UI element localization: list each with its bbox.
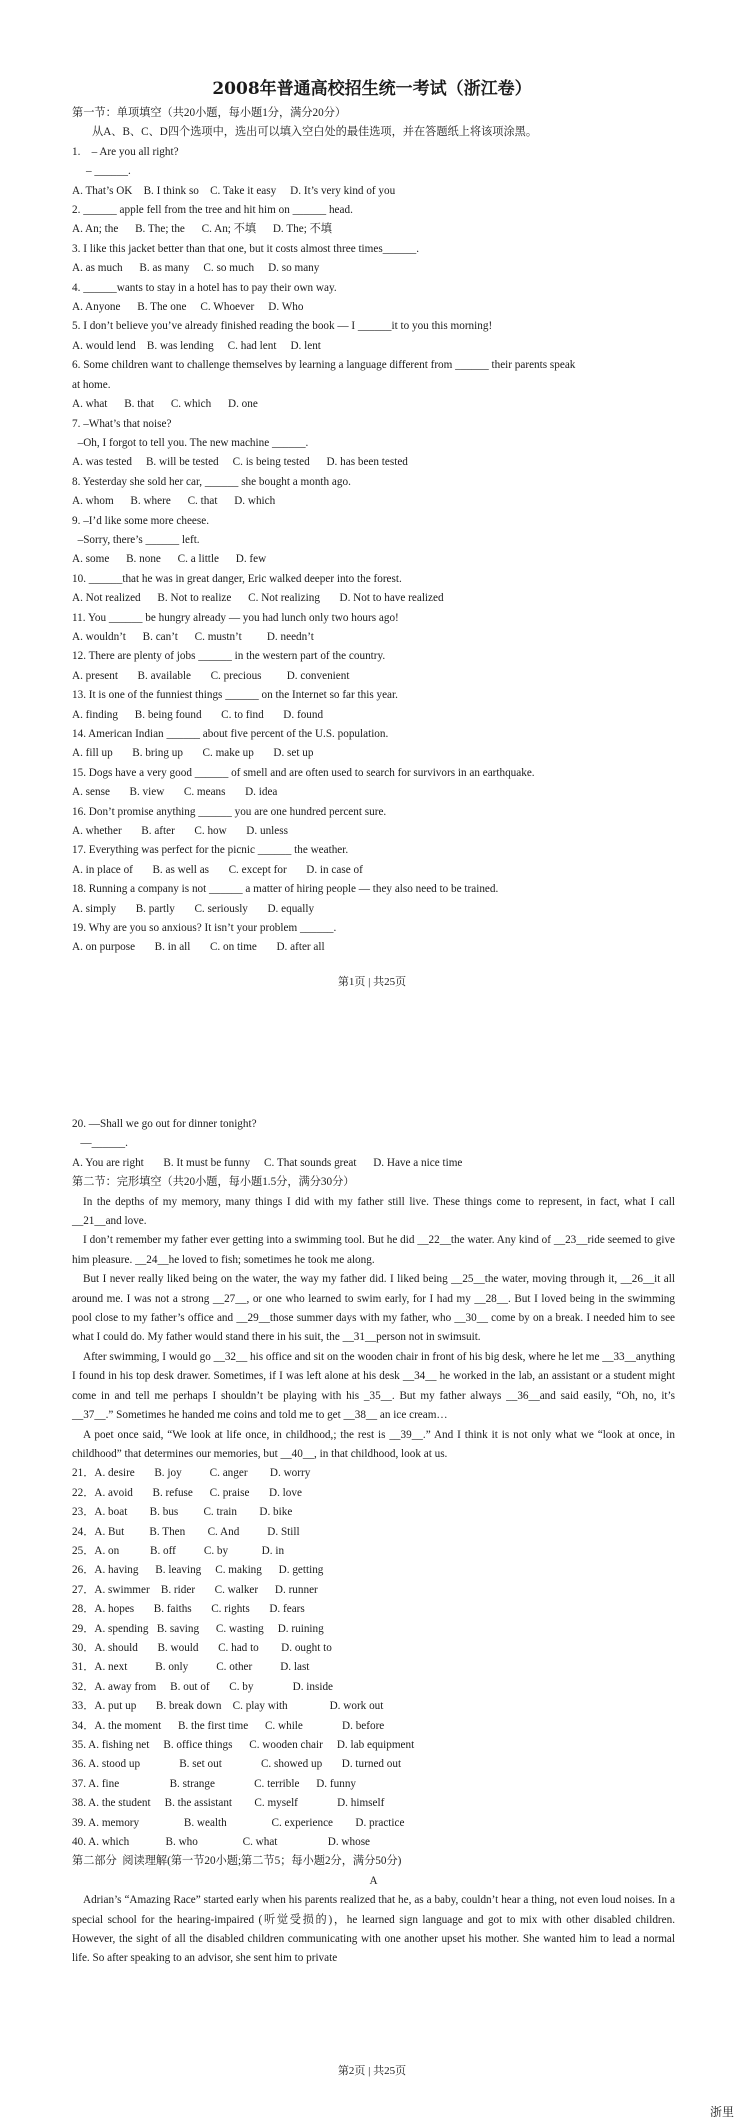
cloze-option-line: 23．A. boat B. bus C. train D. bike: [72, 1506, 293, 1519]
question-line: 13. It is one of the funniest things ______ on the Internet so far this year.: [72, 689, 398, 702]
question-line: A. fill up B. bring up C. make up D. set up: [72, 747, 314, 760]
question-line: 6. Some children want to challenge themselves by learning a language different from ______ their parents speak: [72, 359, 576, 372]
question-line: –Oh, I forgot to tell you. The new machine ______.: [72, 436, 309, 449]
cloze-option-line: 29．A. spending B. saving C. wasting D. ruining: [72, 1622, 324, 1635]
question-line: A. on purpose B. in all C. on time D. after all: [72, 941, 325, 954]
cloze-option-line: 21．A. desire B. joy C. anger D. worry: [72, 1467, 311, 1480]
cloze-option-line: 35. A. fishing net B. office things C. wooden chair D. lab equipment: [72, 1739, 415, 1751]
question-line: A. was tested B. will be tested C. is being tested D. has been tested: [72, 456, 408, 469]
question-line: A. simply B. partly C. seriously D. equally: [72, 902, 315, 915]
cloze-paragraph: In the depths of my memory, many things I did with my father still live. These things come to represent, in fact, what I call __21__and love.: [72, 1195, 675, 1228]
cloze-option-line: 32．A. away from B. out of C. by D. inside: [72, 1680, 334, 1693]
section-2-header: 第二节：完形填空（共20小题，每小题1.5分，满分30分）: [72, 1176, 355, 1189]
question-line: 11. You ______ be hungry already — you had lunch only two hours ago!: [72, 611, 399, 624]
page-1-content: [72, 104, 675, 958]
question-line: 17. Everything was perfect for the picnic ______ the weather.: [72, 844, 349, 857]
question-line: at home.: [72, 378, 111, 391]
cloze-paragraph: A poet once said, “We look at life once, in childhood,; the rest is __39__.” And I think it is not only what we “look at once, in childhood” that determines our memories, but __40__, in that childhood, look at us.: [72, 1428, 675, 1460]
cloze-paragraph: After swimming, I would go __32__ his office and sit on the wooden chair in front of his big desk, where he let me __33__anything I found in his top desk drawer. Sometimes, if I was left alone at his desk __34__ he worked in the lab, an assistant or a student might come in and tell me perhaps I shouldn’t be playing with his _35__. But my father always __36__and said easily, “Oh, no, it’s __37__.” Sometimes he handed me coins and told me to get __38__ an ice cream…: [72, 1350, 675, 1422]
question-line: A. whether B. after C. how D. unless: [72, 825, 288, 838]
cloze-option-line: 33．A. put up B. break down C. play with D. work out: [72, 1700, 384, 1713]
question-line: – ______.: [72, 165, 131, 178]
question-line: A. in place of B. as well as C. except for D. in case of: [72, 863, 363, 876]
cloze-option-line: 27．A. swimmer B. rider C. walker D. runner: [72, 1583, 318, 1596]
question-line: 3. I like this jacket better than that one, but it costs almost three times______.: [72, 242, 420, 255]
question-line: A. present B. available C. precious D. convenient: [72, 669, 350, 682]
section-1-instruction: 从A、B、C、D四个选项中，选出可以填入空白处的最佳选项，并在答题纸上将该项涂黑。: [92, 126, 538, 139]
question-line: A. would lend B. was lending C. had lent D. lent: [72, 339, 321, 352]
question-line: 9. –I’d like some more cheese.: [72, 514, 209, 527]
cloze-option-line: 24．A. But B. Then C. And D. Still: [72, 1525, 300, 1538]
cloze-options-list: [72, 1464, 675, 1852]
cloze-option-line: 30．A. should B. would C. had to D. ought to: [72, 1641, 332, 1654]
question-line: 4. ______wants to stay in a hotel has to pay their own way.: [72, 281, 337, 294]
question-line: A. An; the B. The; the C. An; 不填 D. The; 不填: [72, 223, 332, 236]
question-line: A. what B. that C. which D. one: [72, 398, 258, 411]
question-line: –Sorry, there’s ______ left.: [72, 533, 200, 546]
question-line: 14. American Indian ______ about five percent of the U.S. population.: [72, 728, 389, 740]
question-line: A. Not realized B. Not to realize C. Not realizing D. Not to have realized: [72, 592, 444, 605]
cloze-option-line: 25．A. on B. off C. by D. in: [72, 1544, 285, 1557]
cloze-option-line: 38. A. the student B. the assistant C. myself D. himself: [72, 1797, 385, 1810]
question-line: 7. –What’s that noise?: [72, 417, 172, 430]
question-line: A. sense B. view C. means D. idea: [72, 786, 278, 799]
cloze-option-line: 39. A. memory B. wealth C. experience D. practice: [72, 1816, 405, 1829]
cloze-option-line: 40. A. which B. who C. what D. whose: [72, 1836, 371, 1849]
passage-label: A: [369, 1874, 378, 1887]
section-3-header: 第二部分 阅读理解(第一节20小题;第二节5；每小题2分，满分50分): [72, 1855, 402, 1868]
cloze-option-line: 31．A. next B. only C. other D. last: [72, 1661, 310, 1674]
cloze-passage: [72, 1193, 675, 1465]
question-line: 2. ______ apple fell from the tree and hit him on ______ head.: [72, 204, 353, 217]
question-line: A. as much B. as many C. so much D. so many: [72, 262, 320, 275]
reading-paragraph: Adrian’s “Amazing Race” started early when his parents realized that he, as a baby, couldn’t hear a thing, not even loud noises. In a special school for the hearing-impaired (听觉受损的)，he learned sign language and got to mix with other disabled children. However, the sight of all the disabled children communicating with one another upset his mother. She wanted him to lead a normal life. So after speaking to an advisor, she sent him to private: [72, 1894, 675, 1965]
page-footer-2: 第2页 | 共25页: [337, 2065, 407, 2077]
question-line: 10. ______that he was in great danger, Eric walked deeper into the forest.: [72, 572, 402, 585]
question-line: 8. Yesterday she sold her car, ______ she bought a month ago.: [72, 475, 351, 488]
question-line: 5. I don’t believe you’ve already finished reading the book — I ______it to you this morning!: [72, 320, 493, 333]
cloze-option-line: 36. A. stood up B. set out C. showed up D. turned out: [72, 1758, 402, 1771]
question-list: [72, 143, 675, 958]
cloze-option-line: 22．A. avoid B. refuse C. praise D. love: [72, 1486, 302, 1499]
question-line: A. Anyone B. The one C. Whoever D. Who: [72, 301, 304, 314]
cloze-option-line: 26．A. having B. leaving C. making D. getting: [72, 1564, 324, 1577]
question-line: A. some B. none C. a little D. few: [72, 553, 267, 566]
cloze-option-line: 37. A. fine B. strange C. terrible D. funny: [72, 1777, 357, 1790]
exam-title: 2008年普通高校招生统一考试（浙江卷）: [212, 79, 532, 99]
question-20: [72, 1115, 675, 1173]
page-2: [0, 1110, 744, 2119]
question-line: 19. Why are you so anxious? It isn’t your problem ______.: [72, 922, 337, 935]
question-line: A. You are right B. It must be funny C. That sounds great D. Have a nice time: [72, 1156, 463, 1169]
cloze-paragraph: I don’t remember my father ever getting into a swimming tool. But he did __22__the water. Any kind of __23__ride seemed to give him pleasure. __24__he loved to fish; sometimes he took me along.: [72, 1234, 675, 1266]
question-line: 1. – Are you all right?: [72, 145, 179, 158]
page-footer-1: 第1页 | 共25页: [337, 976, 407, 988]
cloze-option-line: 28．A. hopes B. faiths C. rights D. fears: [72, 1603, 305, 1616]
question-line: A. whom B. where C. that D. which: [72, 495, 276, 508]
section-1-header: 第一节：单项填空（共20小题，每小题1分，满分20分）: [72, 107, 347, 119]
question-line: A. finding B. being found C. to find D. found: [72, 708, 324, 721]
question-line: 18. Running a company is not ______ a matter of hiring people — they also need to be trained.: [72, 883, 499, 896]
question-line: A. wouldn’t B. can’t C. mustn’t D. needn’t: [72, 630, 314, 643]
page-1: [0, 0, 744, 1000]
cloze-option-line: 34．A. the moment B. the first time C. while D. before: [72, 1719, 385, 1732]
page-2-content: [72, 1115, 675, 1969]
question-line: 16. Don’t promise anything ______ you are one hundred percent sure.: [72, 805, 387, 818]
question-line: 20. —Shall we go out for dinner tonight?: [72, 1118, 257, 1130]
corner-watermark: 浙里: [710, 2105, 735, 2119]
question-line: A. That’s OK B. I think so C. Take it easy D. It’s very kind of you: [72, 184, 396, 197]
question-line: 15. Dogs have a very good ______ of smell and are often used to search for survivors in an earthquake.: [72, 766, 535, 779]
cloze-paragraph: But I never really liked being on the water, the way my father did. I liked being __25__the water, moving through it, __26__it all around me. I was not a strong __27__, or one who learned to swim early, for I had my __28__. But I loved being in the swimming pool close to my father’s office and __29__those summer days with my father, who __30__ come by on a break. I needed him to see what I could do. My father would stand there in his suit, the __31__person not in swimsuit.: [72, 1273, 675, 1344]
question-line: 12. There are plenty of jobs ______ in the western part of the country.: [72, 650, 386, 663]
question-line: —______.: [72, 1137, 128, 1150]
